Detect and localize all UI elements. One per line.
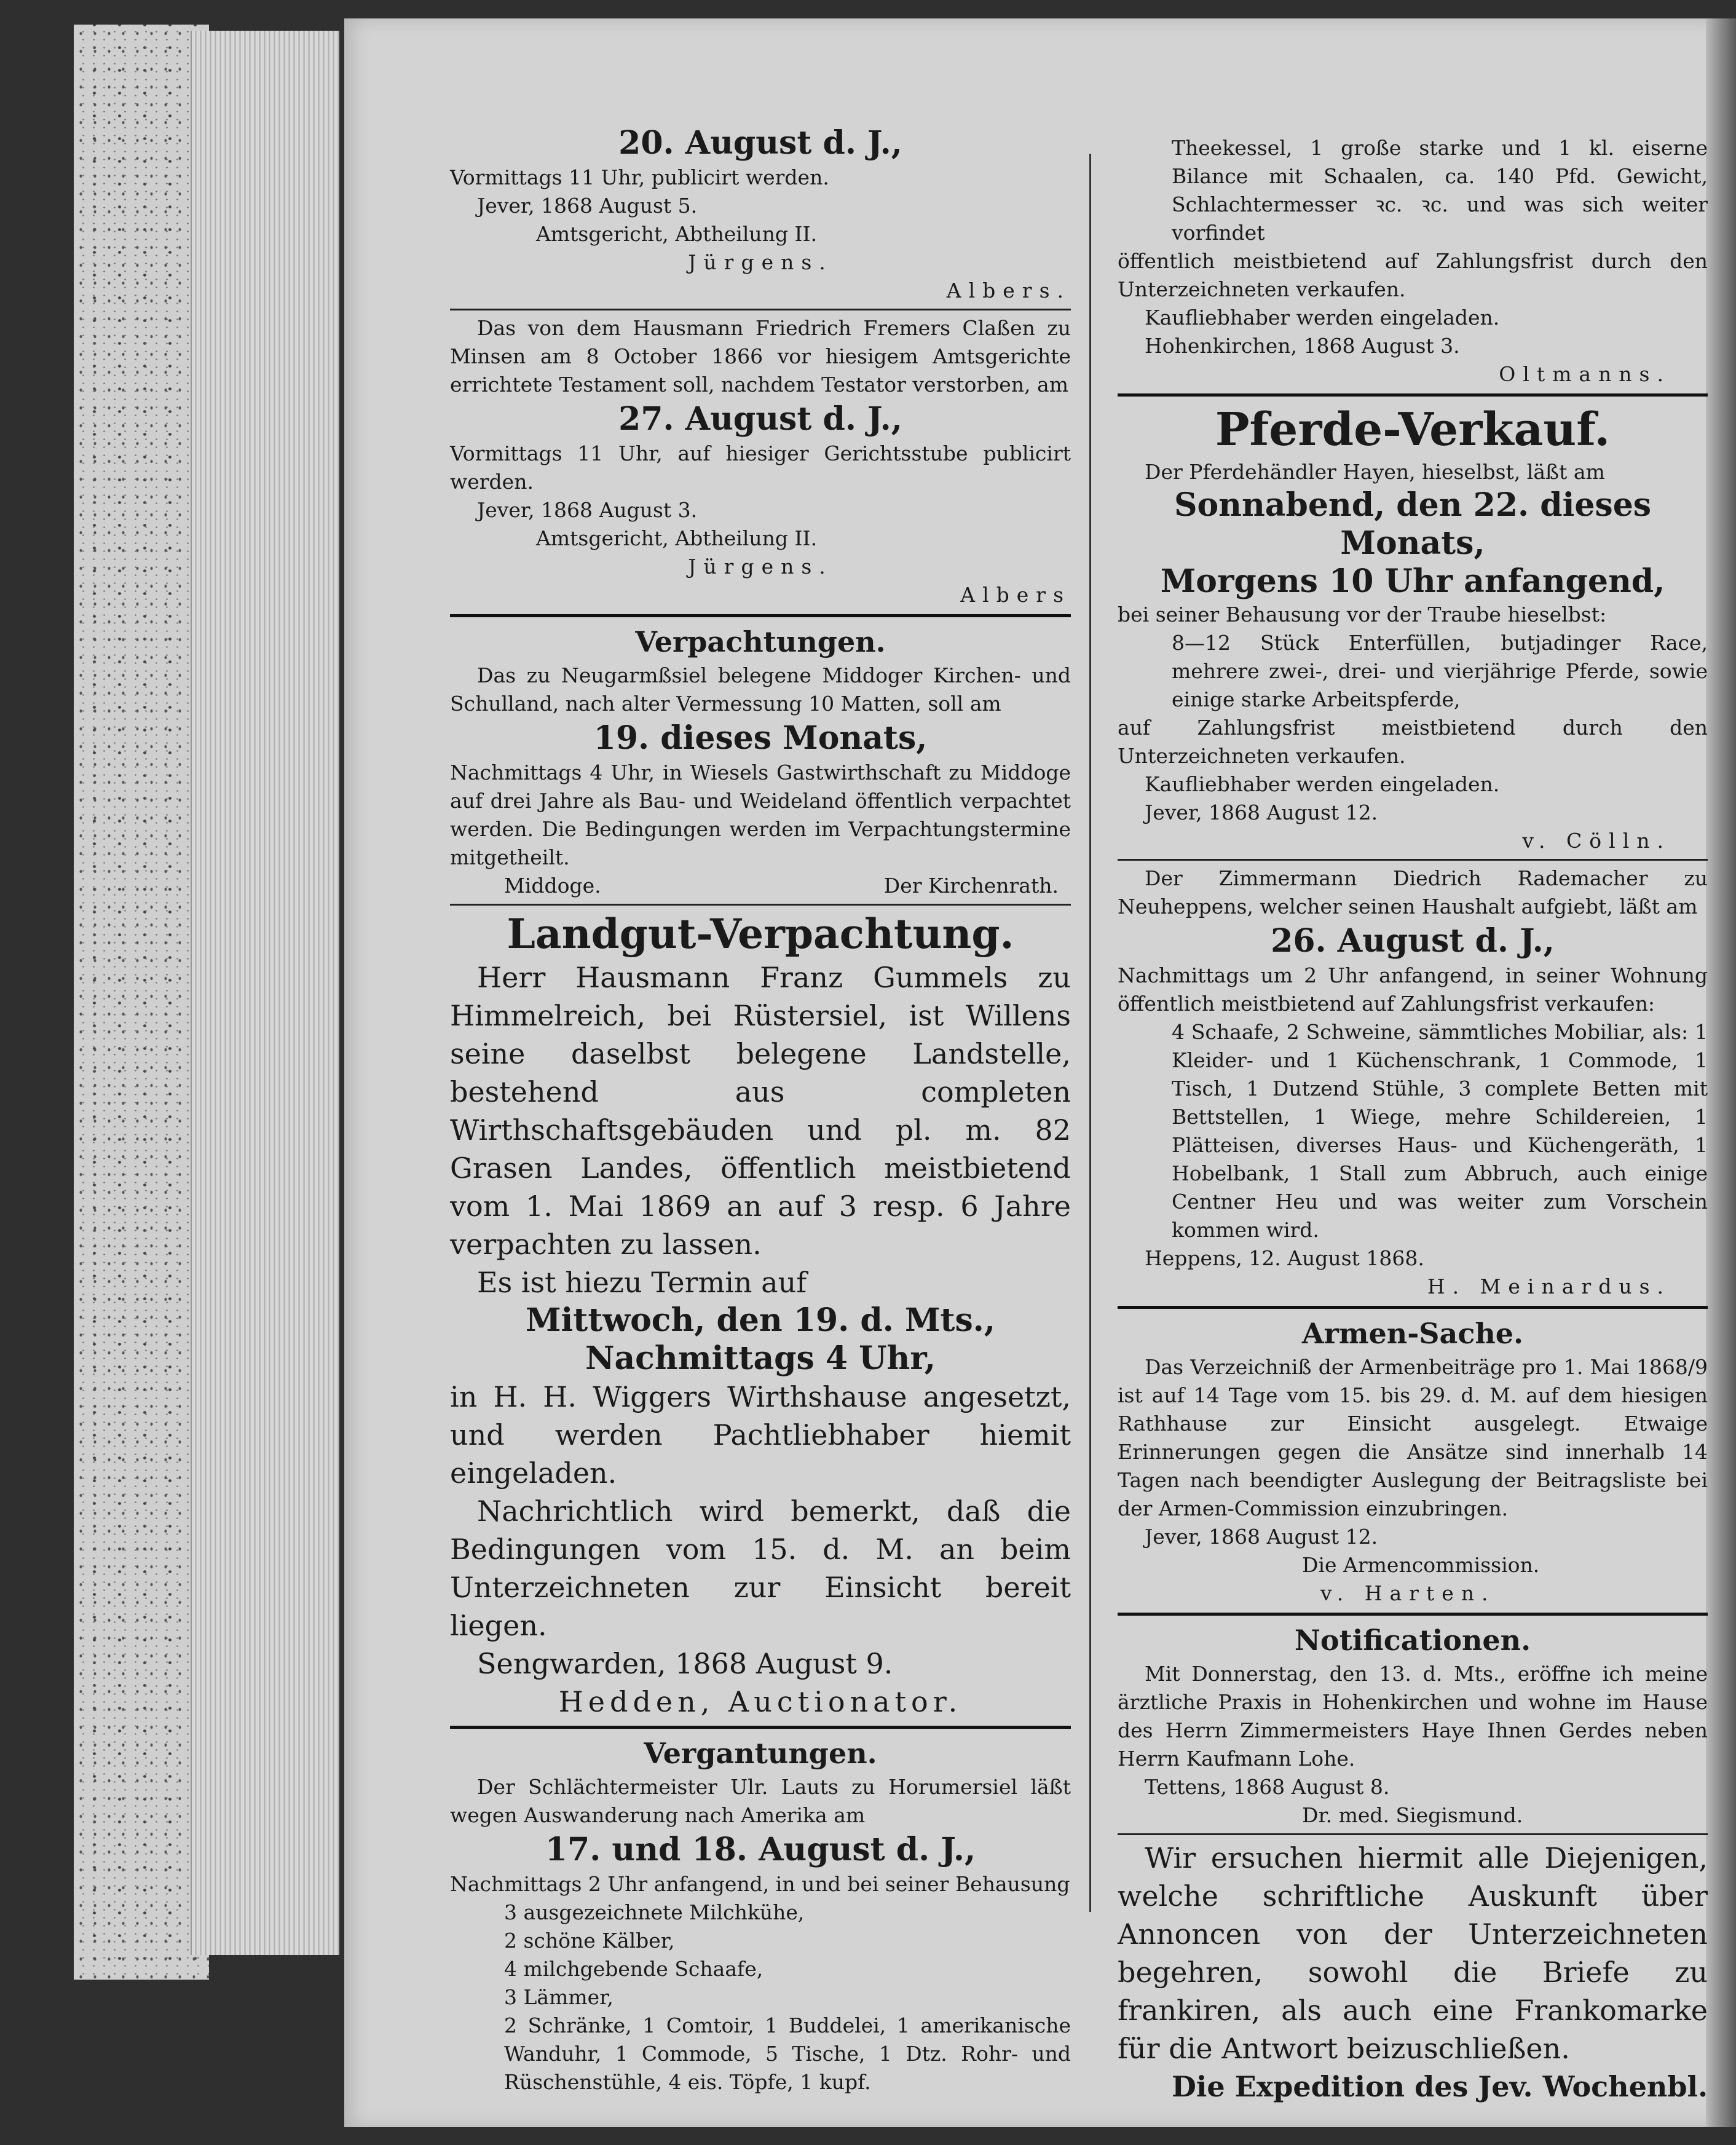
notice-text: Das Verzeichniß der Armenbeiträge pro 1. Mai 1868/9 ist auf 14 Tage vom 15. bis 29. d. M. auf dem hiesigen Rathhause zur Einsicht ausgelegt. Etwaige Erinnerungen gegen die Ansätze sind innerhalb 14 Tagen nach beendigter Auslegung der Beitragsliste bei der Armen-Commission einzubringen. bbox=[1118, 1355, 1708, 1520]
notice-separator bbox=[1118, 1833, 1708, 1835]
left-column bbox=[450, 123, 1071, 2096]
notice-horse-sale bbox=[1118, 401, 1708, 855]
notice-date: 26. August d. J., bbox=[1271, 922, 1555, 960]
notice-date: 20. August d. J., bbox=[618, 124, 902, 162]
notice-church-land-lease bbox=[450, 622, 1071, 900]
notice-signer: Die Expedition des Jev. Wochenbl. bbox=[1172, 2070, 1708, 2103]
notice-signer: Die Armencommission. bbox=[1302, 1553, 1540, 1577]
auction-item: 3 Lämmer, bbox=[504, 1985, 614, 2009]
notice-separator bbox=[450, 1726, 1071, 1729]
notice-heading: Vergantungen. bbox=[644, 1737, 877, 1770]
right-column bbox=[1118, 134, 1708, 2106]
notice-place-date: Heppens, 12. August 1868. bbox=[1145, 1246, 1424, 1270]
notice-place: Middoge. bbox=[504, 874, 601, 898]
notice-auction-emigration-continued bbox=[1118, 134, 1708, 389]
notice-text: Vormittags 11 Uhr, auf hiesiger Gerichtsstube publicirt werden. bbox=[450, 441, 1071, 494]
auction-item: 2 Schränke, 1 Comtoir, 1 Buddelei, 1 amerikanische Wanduhr, 1 Commode, 5 Tische, 1 Dtz. Rohr- und Rüschenstühle, 4 eis. Töpfe, 1 kupf. bbox=[504, 2013, 1071, 2094]
notice-text: Vormittags 11 Uhr, publicirt werden. bbox=[450, 165, 829, 189]
auction-item: 3 ausgezeichnete Milchkühe, bbox=[504, 1900, 805, 1924]
notice-invite: Kaufliebhaber werden eingeladen. bbox=[1145, 772, 1500, 796]
notice-date: Sonnabend, den 22. dieses Monats, bbox=[1174, 486, 1652, 562]
notice-invite: Kaufliebhaber werden eingeladen. bbox=[1145, 306, 1500, 330]
notice-court: Amtsgericht, Abtheilung II. bbox=[536, 526, 818, 550]
notice-text: Nachmittags 2 Uhr anfangend, in und bei seiner Behausung bbox=[450, 1872, 1070, 1896]
auction-item: 4 milchgebende Schaafe, bbox=[504, 1957, 763, 1981]
notice-text: Herr Hausmann Franz Gummels zu Himmelreich, bei Rüstersiel, ist Willens seine daselbst belegene Landstelle, bestehend aus completen Wirthschaftsgebäuden und pl. m. 82 Grasen Landes, öffentlich meistbietend vom 1. Mai 1869 an auf 3 resp. 6 Jahre verpachten zu lassen. bbox=[450, 961, 1071, 1261]
notice-date: Mittwoch, den 19. d. Mts., bbox=[525, 1302, 996, 1339]
notice-text: Wir ersuchen hiermit alle Diejenigen, welche schriftliche Auskunft über Annoncen von der Unterzeichneten begehren, sowohl die Briefe zu frankiren, als auch eine Frankomarke für die Antwort beizuschließen. bbox=[1118, 1841, 1708, 2065]
column-divider bbox=[1089, 154, 1091, 1912]
notice-signer: Hedden, Auctionator. bbox=[558, 1685, 963, 1718]
notice-text: Das zu Neugarmßsiel belegene Middoger Kirchen- und Schulland, nach alter Vermessung 10 Matten, soll am bbox=[450, 663, 1071, 716]
auction-item: Theekessel, 1 große starke und 1 kl. eiserne Bilance mit Schaalen, ca. 140 Pfd. Gewicht, Schlachtermesser ꝛc. ꝛc. und was sich weiter vorfindet bbox=[1172, 136, 1708, 245]
notice-text: auf Zahlungsfrist meistbietend durch den Unterzeichneten verkaufen. bbox=[1118, 716, 1708, 768]
notice-place-date: Tettens, 1868 August 8. bbox=[1145, 1775, 1390, 1799]
notice-separator bbox=[450, 904, 1071, 906]
notice-clerk: Albers. bbox=[946, 278, 1071, 302]
auction-item: 2 schöne Kälber, bbox=[504, 1929, 675, 1953]
notice-heading: Verpachtungen. bbox=[635, 625, 886, 658]
notice-text: Mit Donnerstag, den 13. d. Mts., eröffne ich meine ärztliche Praxis in Hohenkirchen und wohne im Hause des Herrn Zimmermeisters Haye Ihnen Gerdes neben Herrn Kaufmann Lohe. bbox=[1118, 1662, 1708, 1771]
notice-separator bbox=[1118, 1306, 1708, 1309]
notice-date: 19. dieses Monats, bbox=[593, 719, 928, 757]
notice-text: Das von dem Hausmann Friedrich Fremers Claßen zu Minsen am 8 October 1866 vor hiesigem Amtsgerichte errichtete Testament soll, nachdem Testator verstorben, am bbox=[450, 316, 1071, 397]
notice-heading: Armen-Sache. bbox=[1301, 1317, 1524, 1350]
notice-notifications bbox=[1118, 1621, 1708, 1830]
notice-signer: Oltmanns. bbox=[1499, 362, 1671, 386]
notice-signature-row bbox=[450, 872, 1071, 900]
notice-place-date: Jever, 1868 August 12. bbox=[1145, 800, 1378, 824]
book-page-edges bbox=[191, 31, 339, 1955]
notice-expedition-request bbox=[1118, 1839, 1708, 2106]
notice-text: Nachmittags 4 Uhr, in Wiesels Gastwirthschaft zu Middoge auf drei Jahre als Bau- und Weideland öffentlich verpachtet werden. Die Bedingungen werden im Verpachtungstermine mitgetheilt. bbox=[450, 760, 1071, 869]
notice-items: 8—12 Stück Enterfüllen, butjadinger Race, mehrere zwei-, drei- und vierjährige Pferde, sowie einige starke Arbeitspferde, bbox=[1172, 631, 1708, 711]
notice-separator bbox=[1118, 1613, 1708, 1616]
notice-text: Der Zimmermann Diedrich Rademacher zu Neuheppens, welcher seinen Haushalt aufgiebt, läßt am bbox=[1118, 866, 1708, 918]
notice-signer: v. Cölln. bbox=[1522, 829, 1671, 853]
notice-time: Morgens 10 Uhr anfangend, bbox=[1160, 563, 1665, 600]
notice-text: bei seiner Behausung vor der Traube hieselbst: bbox=[1118, 602, 1607, 626]
notice-testament-publication-1 bbox=[450, 123, 1071, 305]
notice-signer: Dr. med. Siegismund. bbox=[1302, 1803, 1523, 1827]
notice-signer: H. Meinardus. bbox=[1427, 1274, 1671, 1298]
notice-text: öffentlich meistbietend auf Zahlungsfrist durch den Unterzeichneten verkaufen. bbox=[1118, 249, 1708, 301]
page-right-shadow bbox=[1706, 18, 1736, 2127]
notice-place-date: Hohenkirchen, 1868 August 3. bbox=[1145, 334, 1460, 358]
notice-clerk: Albers bbox=[960, 583, 1071, 607]
notice-testament-publication-2 bbox=[450, 314, 1071, 609]
notice-place-date: Jever, 1868 August 12. bbox=[1145, 1525, 1378, 1549]
notice-signer: v. Harten. bbox=[1320, 1581, 1496, 1605]
binding-speckled-edge bbox=[74, 25, 209, 1980]
notice-text: Es ist hiezu Termin auf bbox=[477, 1266, 807, 1299]
notice-auction-emigration bbox=[450, 1734, 1071, 2096]
notice-estate-lease bbox=[450, 909, 1071, 1721]
notice-text: in H. H. Wiggers Wirthshause angesetzt, und werden Pachtliebhaber hiemit eingeladen. bbox=[450, 1380, 1071, 1490]
notice-text: Nachrichtlich wird bemerkt, daß die Bedingungen vom 15. d. M. an beim Unterzeichneten zur Einsicht bereit liegen. bbox=[450, 1495, 1071, 1642]
notice-heading: Landgut-Verpachtung. bbox=[507, 910, 1014, 958]
notice-text: Der Pferdehändler Hayen, hieselbst, läßt am bbox=[1145, 460, 1605, 484]
notice-date: 17. und 18. August d. J., bbox=[545, 1831, 976, 1868]
notice-separator bbox=[450, 309, 1071, 310]
notice-place-date: Sengwarden, 1868 August 9. bbox=[477, 1647, 893, 1680]
notice-judge: Jürgens. bbox=[688, 250, 833, 274]
notice-separator bbox=[1118, 393, 1708, 397]
notice-place-date: Jever, 1868 August 5. bbox=[477, 194, 698, 218]
notice-text: Der Schlächtermeister Ulr. Lauts zu Horumersiel läßt wegen Auswanderung nach Amerika am bbox=[450, 1775, 1071, 1827]
notice-separator bbox=[1118, 859, 1708, 861]
notice-date: 27. August d. J., bbox=[618, 400, 902, 438]
notice-household-auction bbox=[1118, 864, 1708, 1301]
notice-court: Amtsgericht, Abtheilung II. bbox=[536, 222, 818, 246]
notice-items: 4 Schaafe, 2 Schweine, sämmtliches Mobiliar, als: 1 Kleider- und 1 Küchenschrank, 1 Commode, 1 Tisch, 1 Dutzend Stühle, 3 complete Betten mit Bettstellen, 1 Wiege, mehre Schildereien, 1 Plätteisen, diverses Haus- und Küchengeräth, 1 Hobelbank, 1 Stall zum Abbruch, auch einige Centner Heu und was weiter zum Vorschein kommen wird. bbox=[1172, 1020, 1708, 1242]
notice-poor-relief bbox=[1118, 1314, 1708, 1608]
notice-separator bbox=[450, 614, 1071, 617]
notice-signer: Der Kirchenrath. bbox=[883, 874, 1059, 898]
notice-text: Nachmittags um 2 Uhr anfangend, in seiner Wohnung öffentlich meistbietend auf Zahlungsfrist verkaufen: bbox=[1118, 963, 1708, 1016]
notice-time: Nachmittags 4 Uhr, bbox=[585, 1340, 936, 1377]
notice-heading: Notificationen. bbox=[1294, 1624, 1531, 1657]
notice-heading: Pferde-Verkauf. bbox=[1215, 403, 1611, 456]
notice-judge: Jürgens. bbox=[688, 555, 833, 579]
notice-place-date: Jever, 1868 August 3. bbox=[477, 498, 698, 522]
